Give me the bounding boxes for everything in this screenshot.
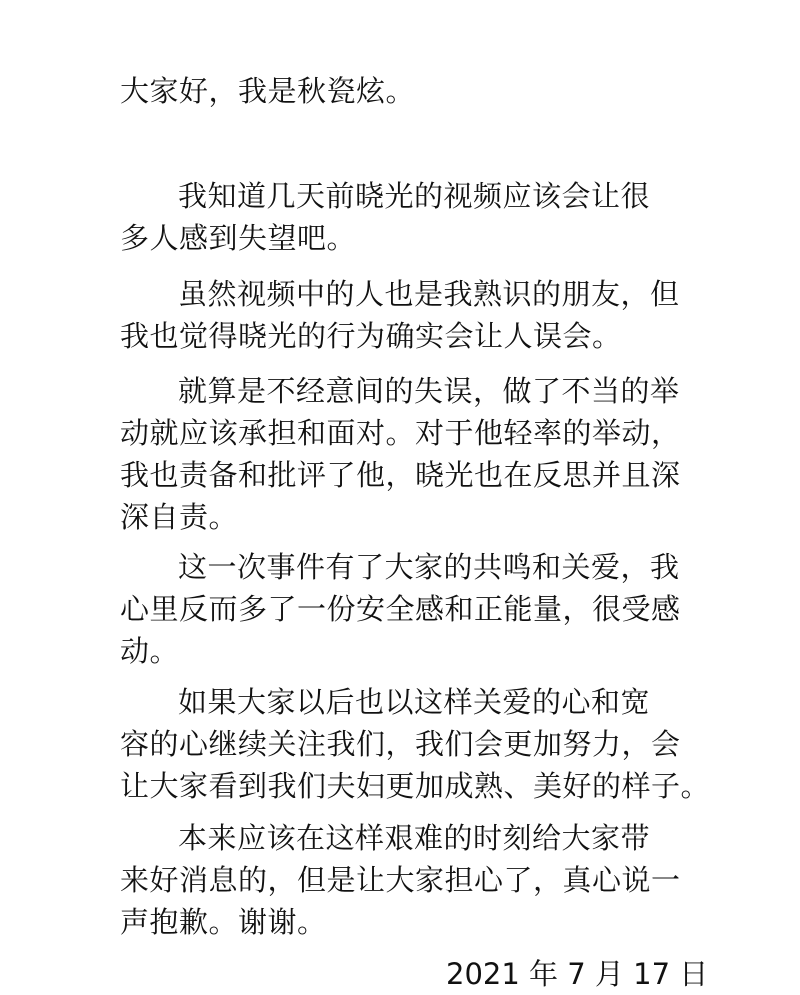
paragraph-line: 就算是不经意间的失误，做了不当的举: [178, 374, 680, 408]
paragraph-line: 深自责。: [120, 500, 239, 534]
paragraph-line: 这一次事件有了大家的共鸣和关爱，我: [178, 550, 680, 584]
paragraph-line: 我知道几天前晓光的视频应该会让很: [178, 179, 651, 213]
paragraph-line: 心里反而多了一份安全感和正能量，很受感: [120, 592, 681, 626]
paragraph-line: 我也觉得晓光的行为确实会让人误会。: [120, 319, 622, 353]
paragraph-line: 容的心继续关注我们，我们会更加努力，会: [120, 727, 681, 761]
paragraph-1: [120, 175, 700, 259]
paragraph-line: 来好消息的，但是让大家担心了，真心说一: [120, 863, 681, 897]
paragraph-line: 如果大家以后也以这样关爱的心和宽: [178, 685, 651, 719]
paragraph-line: 动。: [120, 634, 180, 668]
paragraph-line: 让大家看到我们夫妇更加成熟、美好的样子。: [120, 769, 711, 803]
paragraph-line: 声抱歉。谢谢。: [120, 905, 327, 939]
paragraph-5: [120, 681, 711, 807]
paragraph-line: 本来应该在这样艰难的时刻给大家带: [178, 821, 651, 855]
paragraph-line: 虽然视频中的人也是我熟识的朋友，但: [178, 277, 680, 311]
paragraph-2: [120, 273, 700, 357]
paragraph-line: 我也责备和批评了他，晓光也在反思并且深: [120, 458, 681, 492]
paragraph-4: [120, 546, 700, 672]
letter-date: 2021 年 7 月 17 日: [446, 957, 709, 991]
paragraph-line: 动就应该承担和面对。对于他轻率的举动，: [120, 416, 681, 450]
greeting-line: 大家好，我是秋瓷炫。: [120, 74, 416, 108]
paragraph-line: 多人感到失望吧。: [120, 221, 357, 255]
paragraph-6: [120, 817, 700, 943]
paragraph-3: [120, 370, 700, 538]
letter-greeting: [120, 70, 700, 112]
